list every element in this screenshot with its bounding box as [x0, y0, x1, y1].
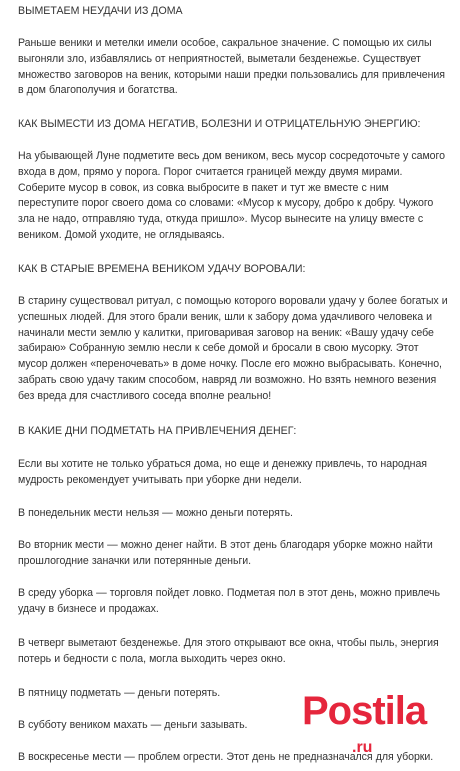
paragraph-friday: В пятницу подметать — деньги потерять.	[18, 687, 221, 699]
paragraph-sunday: В воскресенье мести — проблем огрести. Этот день не предназначался для уборки.	[18, 751, 434, 763]
paragraph-tuesday: Во вторник мести — можно денег найти. В этот день благодаря уборке можно найти прошлогодние заначки или потерянные деньги.	[18, 539, 433, 567]
heading-remove-negative: КАК ВЫМЕСТИ ИЗ ДОМА НЕГАТИВ, БОЛЕЗНИ И ОТРИЦАТЕЛЬНУЮ ЭНЕРГИЮ:	[18, 118, 421, 130]
paragraph-money-days: Если вы хотите не только убраться дома, но еще и денежку привлечь, то народная мудрость рекомендует учитывать при уборке дни недели.	[18, 458, 427, 486]
paragraph-ritual-moon: На убывающей Луне подметите весь дом веником, весь мусор сосредоточьте у самого входа в дом, прямо у порога. Порог считается границей между двумя мирами. Соберите мусор в совок, из совка выбросите в пакет и тут же вместе с ним переступите порог своего дома со словами: «Мусор к мусору, добро к добру. Чужого зла не надо, отправляю туда, откуда пришло». Мусор вынесите на улицу вместе с веником. Домой уходите, не оглядываясь.	[18, 150, 445, 241]
paragraph-steal-luck: В старину существовал ритуал, с помощью которого воровали удачу у более богатых и успешных людей. Для этого брали веник, шли к забору дома удачливого человека и начинали мести землю у калитки, приговаривая заговор на веник: «Вашу удачу себе забираю» Собранную землю несли к себе домой и бросали в свою мусорку. Этот мусор должен «переночевать» в доме ночку. После его можно выбрасывать. Конечно, забрать свою удачу таким способом, навряд ли возможно. Но взять немного везения без вреда для счастливого соседа вполне реально!	[18, 295, 448, 402]
paragraph-intro: Раньше веники и метелки имели особое, сакральное значение. С помощью их силы выгоняли зло, избавлялись от неприятностей, выметали безденежье. Существует множество заговоров на веник, которыми наши предки пользовались для привлечения в дом благополучия и богатства.	[18, 37, 445, 97]
heading-steal-luck: КАК В СТАРЫЕ ВРЕМЕНА ВЕНИКОМ УДАЧУ ВОРОВАЛИ:	[18, 263, 306, 275]
paragraph-wednesday: В среду уборка — торговля пойдет ловко. Подметая пол в этот день, можно привлечь удачу в бизнесе и продажах.	[18, 587, 440, 615]
watermark-domain: .ru	[352, 739, 373, 756]
watermark-text: Postila	[302, 689, 427, 733]
heading-sweep-bad-luck: ВЫМЕТАЕМ НЕУДАЧИ ИЗ ДОМА	[18, 5, 183, 17]
heading-money-days: В КАКИЕ ДНИ ПОДМЕТАТЬ НА ПРИВЛЕЧЕНИЯ ДЕНЕГ:	[18, 425, 297, 437]
paragraph-saturday: В субботу веником махать — деньги зазывать.	[18, 719, 248, 731]
paragraph-thursday: В четверг выметают безденежье. Для этого открывают все окна, чтобы пыль, энергия потерь и бедности с пола, могла выходить через окно.	[18, 637, 439, 665]
paragraph-monday: В понедельник мести нельзя — можно деньги потерять.	[18, 507, 293, 519]
